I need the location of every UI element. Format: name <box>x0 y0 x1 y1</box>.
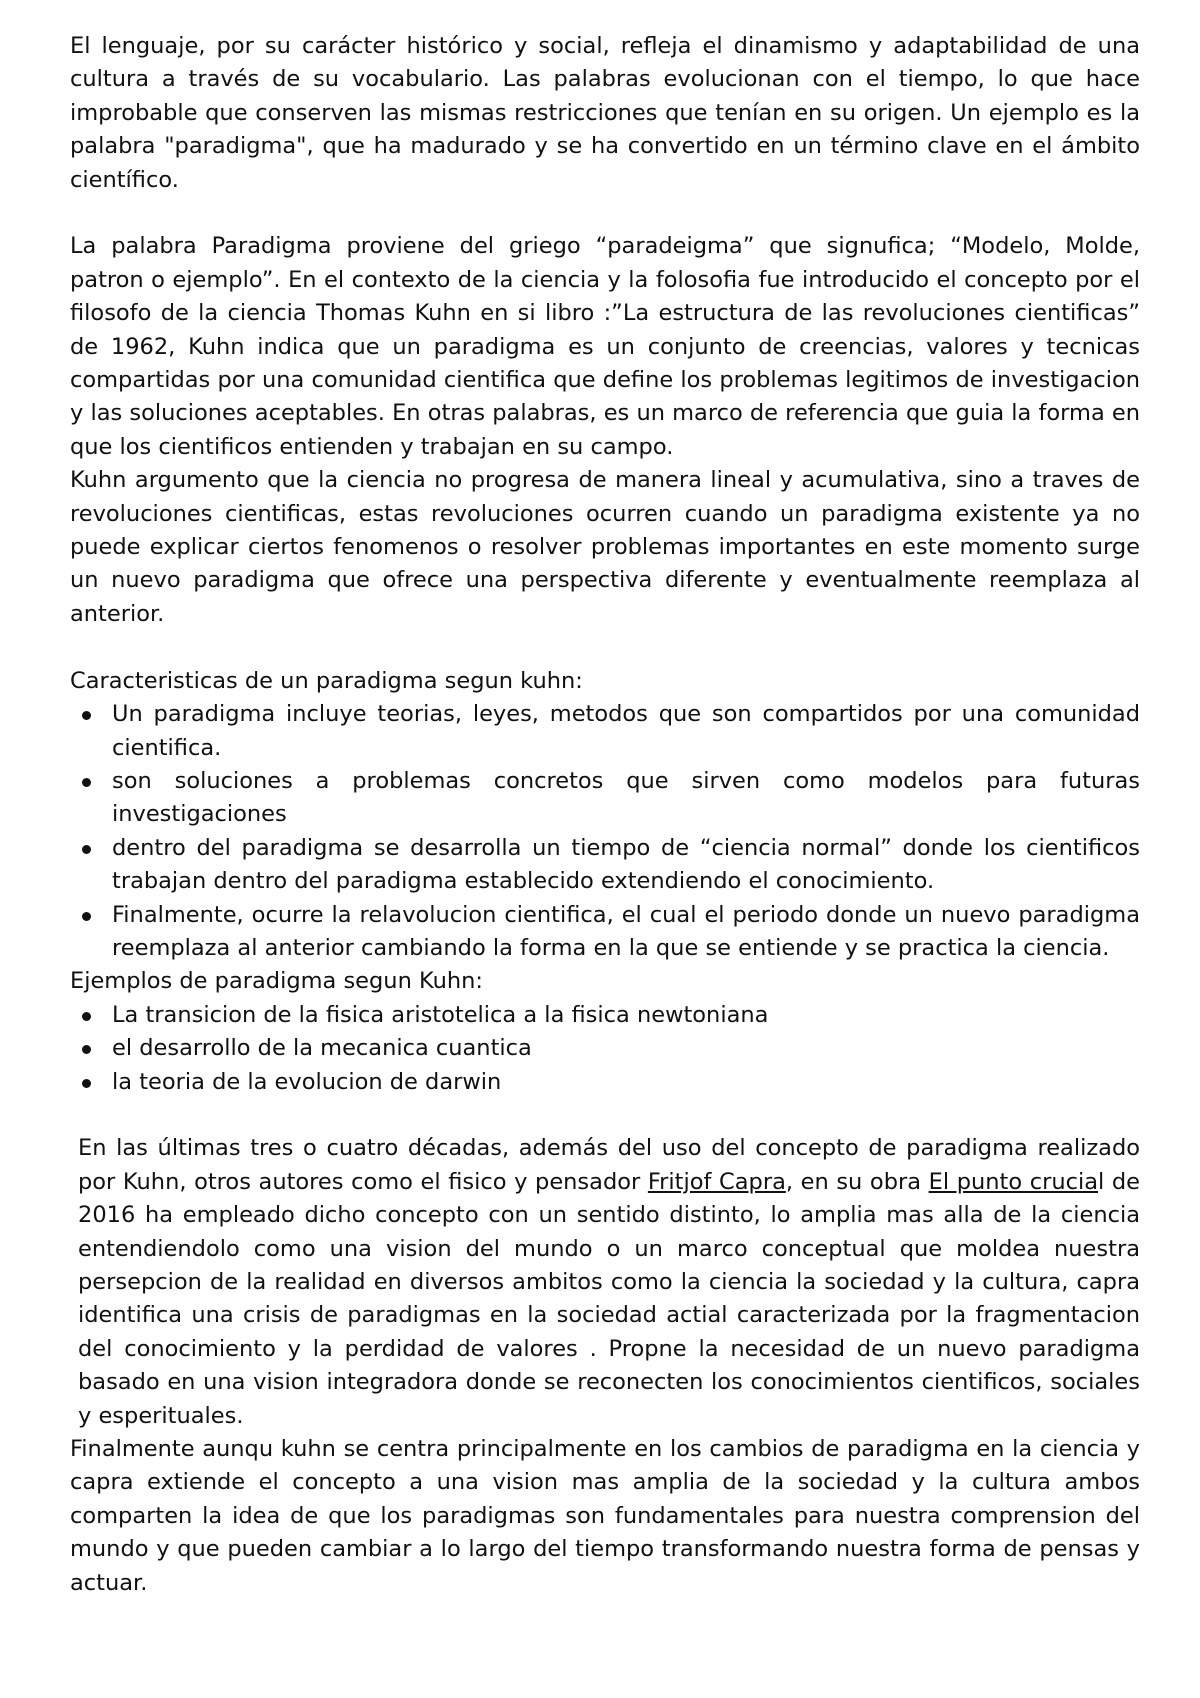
paragraph-text: , en su obra <box>785 1168 929 1195</box>
bullet-icon <box>82 845 91 854</box>
list-item <box>70 899 1140 966</box>
paragraph-kuhn-revolutions: Kuhn argumento que la ciencia no progresa de manera lineal y acumulativa, sino a traves de revoluciones cientificas, estas revoluciones ocurren cuando un paradigma existente ya no puede explicar ciertos fenomenos o resolver problemas importantes en este momento surge un nuevo paradigma que ofrece una perspectiva diferente y eventualmente reemplaza al anterior. <box>70 467 1140 627</box>
el-punto-crucial-link[interactable]: El punto crucia <box>928 1168 1098 1195</box>
list-item-text: La transicion de la fisica aristotelica a la fisica newtoniana <box>112 1001 769 1028</box>
list-item-text: el desarrollo de la mecanica cuantica <box>112 1035 532 1062</box>
paragraph-conclusion: Finalmente aunqu kuhn se centra principalmente en los cambios de paradigma en la ciencia y capra extiende el concepto a una vision mas amplia de la sociedad y la cultura ambos comparten la idea de que los paradigmas son fundamentales para nuestra comprension del mundo y que pueden cambiar a lo largo del tiempo transformando nuestra forma de pensas y actuar. <box>70 1436 1140 1596</box>
paragraph-capra <box>70 1132 1140 1433</box>
document-page <box>70 30 1140 1600</box>
list-item-text: son soluciones a problemas concretos que sirven como modelos para futuras investigaciones <box>112 767 1140 828</box>
bullet-icon <box>82 778 91 787</box>
list-item-text: Un paradigma incluye teorias, leyes, metodos que son compartidos por una comunidad cientifica. <box>112 701 1140 761</box>
paragraph-intro: El lenguaje, por su carácter histórico y social, refleja el dinamismo y adaptabilidad de una cultura a través de su vocabulario. Las palabras evolucionan con el tiempo, lo que hace improbable que conserven las mismas restricciones que tenían en su origen. Un ejemplo es la palabra "paradigma", que ha madurado y se ha convertido en un término clave en el ámbito científico. <box>70 33 1140 193</box>
examples-list <box>70 999 1140 1099</box>
examples-heading: Ejemplos de paradigma segun Kuhn: <box>70 968 483 995</box>
characteristics-heading: Caracteristicas de un paradigma segun kuhn: <box>70 667 583 694</box>
bullet-icon <box>82 1045 91 1054</box>
paragraph-gap <box>70 1099 1140 1132</box>
list-item <box>70 698 1140 765</box>
paragraph-gap <box>70 197 1140 230</box>
list-item <box>70 1032 1140 1065</box>
list-item-text: la teoria de la evolucion de darwin <box>112 1068 502 1095</box>
paragraph-text: En las últimas tres o cuatro décadas, además del uso del concepto de paradigma realizado por Kuhn, otros autores como el fisico y pensador <box>78 1135 1140 1195</box>
characteristics-list <box>70 698 1140 965</box>
list-item-text: dentro del paradigma se desarrolla un tiempo de “ciencia normal” donde los cientificos trabajan dentro del paradigma establecido extendiendo el conocimiento. <box>112 834 1140 895</box>
paragraph-gap <box>70 631 1140 664</box>
bullet-icon <box>82 912 91 921</box>
paragraph-text: l de 2016 ha empleado dicho concepto con un sentido distinto, lo amplia mas alla de la ciencia entendiendolo como una vision del mundo o un marco conceptual que moldea nuestra persepcion de la realidad en diversos ambitos como la ciencia la sociedad y la cultura, capra identifica una crisis de paradigmas en la sociedad actial caracterizada por la fragmentacion del conocimiento y la perdidad de valores . Propne la necesidad de un nuevo paradigma basado en una vision integradora donde se reconecten los conocimientos cientificos, sociales y esperituales. <box>78 1168 1140 1429</box>
list-item-text: Finalmente, ocurre la relavolucion cientifica, el cual el periodo donde un nuevo paradigma reemplaza al anterior cambiando la forma en la que se entiende y se practica la ciencia. <box>112 901 1140 961</box>
list-item <box>70 999 1140 1032</box>
bullet-icon <box>82 711 91 720</box>
list-item <box>70 832 1140 899</box>
list-item <box>70 765 1140 832</box>
paragraph-paradigm-origin: La palabra Paradigma proviene del griego “paradeigma” que signufica; “Modelo, Molde, patron o ejemplo”. En el contexto de la ciencia y la folosofia fue introducido el concepto por el filosofo de la ciencia Thomas Kuhn en si libro :”La estructura de las revoluciones cientificas” de 1962, Kuhn indica que un paradigma es un conjunto de creencias, valores y tecnicas compartidas por una comunidad cientifica que define los problemas legitimos de investigacion y las soluciones aceptables. En otras palabras, es un marco de referencia que guia la forma en que los cientificos entienden y trabajan en su campo. <box>70 233 1140 460</box>
fritjof-capra-link[interactable]: Fritjof Capra <box>647 1168 786 1195</box>
list-item <box>70 1066 1140 1099</box>
bullet-icon <box>82 1079 91 1088</box>
bullet-icon <box>82 1012 91 1021</box>
